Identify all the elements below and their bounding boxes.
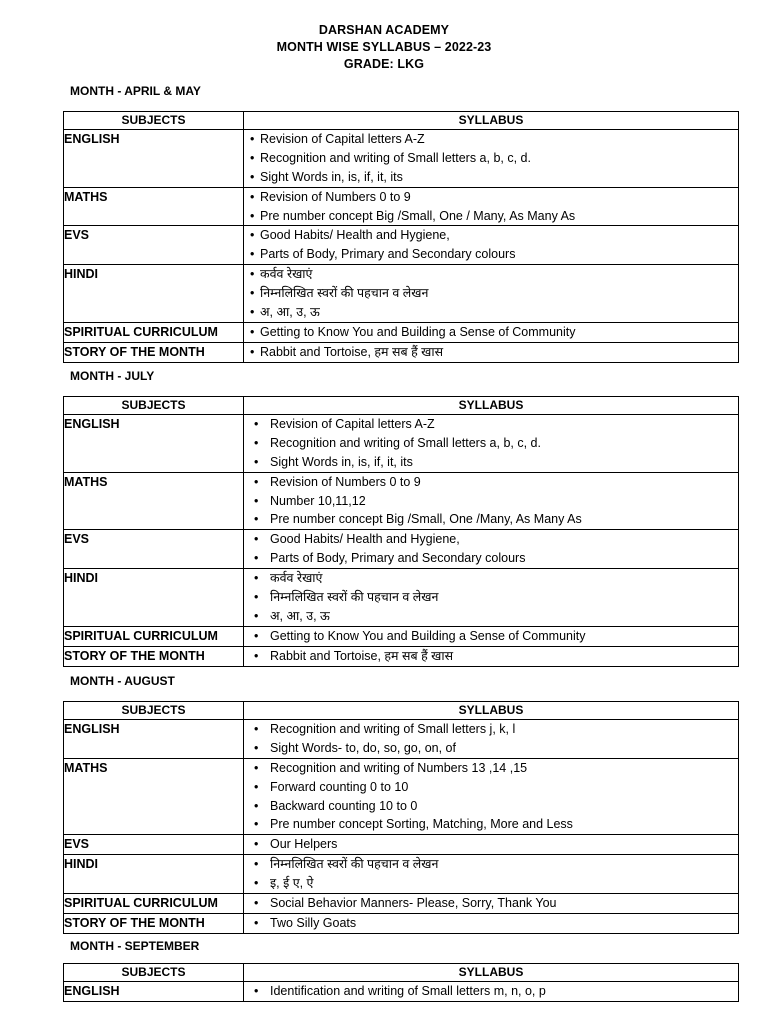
syllabus-cell: [244, 226, 739, 265]
subject-cell: EVS: [64, 835, 244, 855]
syllabus-cell: [244, 342, 739, 362]
list-item: • Sight Words in, is, if, it, its: [244, 453, 738, 472]
syllabus-list: [244, 569, 738, 626]
subject-cell: SPIRITUAL CURRICULUM: [64, 626, 244, 646]
syllabus-table-september: [63, 963, 739, 1002]
syllabus-list: [244, 647, 738, 666]
list-item: • निम्नलिखित स्वरों की पहचान व लेखन: [244, 855, 738, 874]
syllabus-list: [244, 473, 738, 530]
table-row: [64, 855, 739, 894]
grade-label: GRADE: LKG: [343, 57, 425, 71]
list-item: • Recognition and writing of Small letters a, b, c, d.: [244, 434, 738, 453]
table-row: [64, 835, 739, 855]
list-item: • Good Habits/ Health and Hygiene,: [244, 226, 738, 245]
list-item: • Our Helpers: [244, 835, 738, 854]
month-title-august: MONTH - AUGUST: [70, 674, 175, 688]
list-item: • Revision of Capital letters A-Z: [244, 130, 738, 149]
document-header: [0, 22, 768, 73]
list-item: • Parts of Body, Primary and Secondary colours: [244, 245, 738, 264]
column-header-syllabus: SYLLABUS: [244, 964, 739, 982]
syllabus-list: [244, 226, 738, 264]
month-title-september: MONTH - SEPTEMBER: [70, 939, 200, 953]
syllabus-list: [244, 530, 738, 568]
table-row: [64, 569, 739, 627]
list-item: • Revision of Numbers 0 to 9: [244, 188, 738, 207]
syllabus-list: [244, 835, 738, 854]
syllabus-cell: [244, 322, 739, 342]
subject-cell: ENGLISH: [64, 415, 244, 473]
table-row: [64, 342, 739, 362]
syllabus-cell: [244, 415, 739, 473]
subject-cell: HINDI: [64, 265, 244, 323]
syllabus-list: [244, 130, 738, 187]
school-name: DARSHAN ACADEMY: [318, 23, 450, 37]
syllabus-list: [244, 720, 738, 758]
syllabus-list: [244, 894, 738, 913]
syllabus-cell: [244, 982, 739, 1002]
syllabus-cell: [244, 720, 739, 759]
table-row: [64, 720, 739, 759]
subject-cell: MATHS: [64, 758, 244, 835]
list-item: • कर्वव रेखाएं: [244, 265, 738, 284]
list-item: • Number 10,11,12: [244, 492, 738, 511]
syllabus-table-july: [63, 396, 739, 667]
subject-cell: HINDI: [64, 569, 244, 627]
list-item: • कर्वव रेखाएं: [244, 569, 738, 588]
column-header-syllabus: SYLLABUS: [244, 702, 739, 720]
list-item: • Sight Words in, is, if, it, its: [244, 168, 738, 187]
subject-cell: SPIRITUAL CURRICULUM: [64, 322, 244, 342]
syllabus-cell: [244, 894, 739, 914]
list-item: • निम्नलिखित स्वरों की पहचान व लेखन: [244, 588, 738, 607]
list-item: • निम्नलिखित स्वरों की पहचान व लेखन: [244, 284, 738, 303]
syllabus-table-august: [63, 701, 739, 934]
table-row: [64, 626, 739, 646]
list-item: • Recognition and writing of Small letters a, b, c, d.: [244, 149, 738, 168]
list-item: • अ, आ, उ, ऊ: [244, 303, 738, 322]
table-row: [64, 226, 739, 265]
table-row: [64, 322, 739, 342]
list-item: • इ, ई ए, ऐ: [244, 874, 738, 893]
table-row: [64, 530, 739, 569]
list-item: • Sight Words- to, do, so, go, on, of: [244, 739, 738, 758]
month-title-april-may: MONTH - APRIL & MAY: [70, 84, 201, 98]
table-row: [64, 187, 739, 226]
list-item: • Recognition and writing of Small letters j, k, l: [244, 720, 738, 739]
column-header-syllabus: SYLLABUS: [244, 397, 739, 415]
syllabus-table-april-may: [63, 111, 739, 363]
syllabus-cell: [244, 646, 739, 666]
list-item: • Getting to Know You and Building a Sense of Community: [244, 323, 738, 342]
syllabus-cell: [244, 265, 739, 323]
table-row: [64, 982, 739, 1002]
column-header-subjects: SUBJECTS: [64, 397, 244, 415]
list-item: • Forward counting 0 to 10: [244, 778, 738, 797]
table-row: [64, 415, 739, 473]
table-row: [64, 913, 739, 933]
syllabus-cell: [244, 130, 739, 188]
table-row: [64, 130, 739, 188]
subject-cell: STORY OF THE MONTH: [64, 342, 244, 362]
subject-cell: ENGLISH: [64, 130, 244, 188]
syllabus-cell: [244, 626, 739, 646]
table-row: [64, 472, 739, 530]
list-item: • Revision of Capital letters A-Z: [244, 415, 738, 434]
syllabus-cell: [244, 835, 739, 855]
subject-cell: EVS: [64, 226, 244, 265]
syllabus-list: [244, 855, 738, 893]
column-header-subjects: SUBJECTS: [64, 702, 244, 720]
list-item: • Recognition and writing of Numbers 13 ,14 ,15: [244, 759, 738, 778]
syllabus-list: [244, 627, 738, 646]
table-row: [64, 758, 739, 835]
table-row: [64, 894, 739, 914]
subject-cell: MATHS: [64, 187, 244, 226]
list-item: • Pre number concept Big /Small, One / Many, As Many As: [244, 207, 738, 226]
list-item: • Rabbit and Tortoise, हम सब हैं खास: [244, 343, 738, 362]
list-item: • Backward counting 10 to 0: [244, 797, 738, 816]
list-item: • अ, आ, उ, ऊ: [244, 607, 738, 626]
syllabus-cell: [244, 472, 739, 530]
subject-cell: EVS: [64, 530, 244, 569]
column-header-subjects: SUBJECTS: [64, 112, 244, 130]
syllabus-list: [244, 343, 738, 362]
subject-cell: ENGLISH: [64, 982, 244, 1002]
list-item: • Pre number concept Sorting, Matching, More and Less: [244, 815, 738, 834]
list-item: • Pre number concept Big /Small, One /Many, As Many As: [244, 510, 738, 529]
table-row: [64, 265, 739, 323]
list-item: • Two Silly Goats: [244, 914, 738, 933]
list-item: • Parts of Body, Primary and Secondary colours: [244, 549, 738, 568]
list-item: • Getting to Know You and Building a Sense of Community: [244, 627, 738, 646]
document-title: MONTH WISE SYLLABUS – 2022-23: [276, 40, 492, 54]
syllabus-cell: [244, 530, 739, 569]
syllabus-cell: [244, 913, 739, 933]
subject-cell: STORY OF THE MONTH: [64, 913, 244, 933]
syllabus-list: [244, 188, 738, 226]
subject-cell: MATHS: [64, 472, 244, 530]
syllabus-list: [244, 982, 738, 1001]
syllabus-cell: [244, 855, 739, 894]
list-item: • Good Habits/ Health and Hygiene,: [244, 530, 738, 549]
column-header-syllabus: SYLLABUS: [244, 112, 739, 130]
list-item: • Rabbit and Tortoise, हम सब हैं खास: [244, 647, 738, 666]
subject-cell: SPIRITUAL CURRICULUM: [64, 894, 244, 914]
syllabus-list: [244, 265, 738, 322]
syllabus-list: [244, 415, 738, 472]
subject-cell: HINDI: [64, 855, 244, 894]
syllabus-list: [244, 914, 738, 933]
table-row: [64, 646, 739, 666]
syllabus-list: [244, 759, 738, 835]
list-item: • Social Behavior Manners- Please, Sorry, Thank You: [244, 894, 738, 913]
list-item: • Identification and writing of Small letters m, n, o, p: [244, 982, 738, 1001]
column-header-subjects: SUBJECTS: [64, 964, 244, 982]
subject-cell: ENGLISH: [64, 720, 244, 759]
month-title-july: MONTH - JULY: [70, 369, 155, 383]
syllabus-list: [244, 323, 738, 342]
syllabus-cell: [244, 569, 739, 627]
subject-cell: STORY OF THE MONTH: [64, 646, 244, 666]
syllabus-cell: [244, 758, 739, 835]
syllabus-cell: [244, 187, 739, 226]
list-item: • Revision of Numbers 0 to 9: [244, 473, 738, 492]
